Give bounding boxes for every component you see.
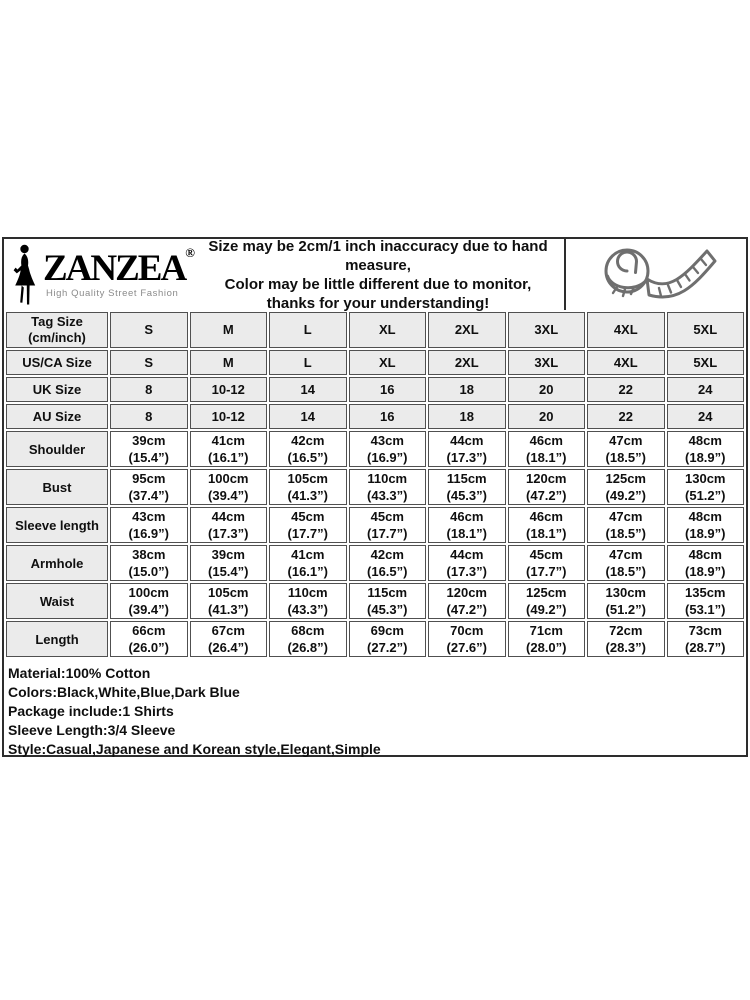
measure-cell: 47cm (18.5”) [587,545,665,581]
detail-line-sleeve: Sleeve Length:3/4 Sleeve [8,722,176,738]
measure-cell: 42cm (16.5”) [269,431,347,467]
measure-cell: 120cm (47.2”) [508,469,586,505]
row-label: Length [6,621,108,657]
size-cell: L [269,350,347,375]
row-label: US/CA Size [6,350,108,375]
size-cell: 22 [587,404,665,429]
measure-cell: 38cm (15.0”) [110,545,188,581]
measure-cell: 46cm (18.1”) [508,507,586,543]
measure-cell: 100cm (39.4”) [190,469,268,505]
size-cell: 8 [110,377,188,402]
measure-cell: 130cm (51.2”) [667,469,745,505]
size-cell: L [269,312,347,348]
size-disclaimer [192,239,564,310]
size-cell: 20 [508,404,586,429]
table-row [6,583,744,619]
measure-cell: 48cm (18.9”) [667,431,745,467]
size-cell: 10-12 [190,377,268,402]
size-cell: 5XL [667,350,745,375]
measure-cell: 130cm (51.2”) [587,583,665,619]
size-cell: 4XL [587,350,665,375]
measure-cell: 44cm (17.3”) [190,507,268,543]
brand-logo [4,239,195,310]
size-cell: 3XL [508,312,586,348]
table-row [6,431,744,467]
measuring-tape-icon [589,243,723,307]
size-cell: 14 [269,377,347,402]
measure-cell: 105cm (41.3”) [269,469,347,505]
size-cell: 16 [349,404,427,429]
measure-cell: 43cm (16.9”) [349,431,427,467]
size-cell: 22 [587,377,665,402]
size-cell: S [110,350,188,375]
row-label: AU Size [6,404,108,429]
table-row [6,312,744,348]
header [4,239,746,310]
measure-cell: 69cm (27.2”) [349,621,427,657]
size-cell: 14 [269,404,347,429]
measure-cell: 120cm (47.2”) [428,583,506,619]
measure-cell: 45cm (17.7”) [349,507,427,543]
size-table [4,310,746,659]
measure-cell: 70cm (27.6”) [428,621,506,657]
measure-cell: 73cm (28.7”) [667,621,745,657]
detail-line-colors: Colors:Black,White,Blue,Dark Blue [8,684,240,700]
size-cell: 24 [667,404,745,429]
size-cell: 3XL [508,350,586,375]
registered-mark: ® [185,245,195,261]
measure-cell: 45cm (17.7”) [508,545,586,581]
measure-cell: 42cm (16.5”) [349,545,427,581]
tape-icon-box [564,239,746,310]
measure-cell: 68cm (26.8”) [269,621,347,657]
measure-cell: 44cm (17.3”) [428,545,506,581]
product-details [4,659,746,759]
row-label: Sleeve length [6,507,108,543]
size-cell: S [110,312,188,348]
brand-tagline: High Quality Street Fashion [46,288,179,300]
size-cell: 2XL [428,350,506,375]
brand-name [43,245,195,290]
row-label: Armhole [6,545,108,581]
size-cell: XL [349,312,427,348]
table-row [6,404,744,429]
measure-cell: 115cm (45.3”) [428,469,506,505]
measure-cell: 135cm (53.1”) [667,583,745,619]
measure-cell: 47cm (18.5”) [587,431,665,467]
size-cell: 5XL [667,312,745,348]
size-cell: 16 [349,377,427,402]
measure-cell: 45cm (17.7”) [269,507,347,543]
table-row [6,377,744,402]
measure-cell: 44cm (17.3”) [428,431,506,467]
measure-cell: 41cm (16.1”) [190,431,268,467]
size-cell: M [190,350,268,375]
measure-cell: 43cm (16.9”) [110,507,188,543]
size-cell: 10-12 [190,404,268,429]
measure-cell: 47cm (18.5”) [587,507,665,543]
fashion-figure-icon [11,244,41,306]
measure-cell: 46cm (18.1”) [428,507,506,543]
measure-cell: 48cm (18.9”) [667,507,745,543]
table-row [6,507,744,543]
table-row [6,621,744,657]
size-cell: 8 [110,404,188,429]
detail-line-material: Material:100% Cotton [8,665,151,681]
size-cell: 4XL [587,312,665,348]
measure-cell: 71cm (28.0”) [508,621,586,657]
detail-line-style: Style:Casual,Japanese and Korean style,Elegant,Simple [8,741,381,757]
measure-cell: 72cm (28.3”) [587,621,665,657]
brand-wordmark: ZANZEA [43,248,186,290]
size-cell: M [190,312,268,348]
size-cell: 18 [428,377,506,402]
row-label: Shoulder [6,431,108,467]
measure-cell: 110cm (43.3”) [349,469,427,505]
row-label: Waist [6,583,108,619]
row-label: Bust [6,469,108,505]
measure-cell: 46cm (18.1”) [508,431,586,467]
disclaimer-line: Size may be 2cm/1 inch inaccuracy due to hand measure, [208,237,548,274]
size-cell: 20 [508,377,586,402]
size-cell: 24 [667,377,745,402]
table-row [6,350,744,375]
measure-cell: 39cm (15.4”) [110,431,188,467]
measure-cell: 48cm (18.9”) [667,545,745,581]
measure-cell: 39cm (15.4”) [190,545,268,581]
measure-cell: 105cm (41.3”) [190,583,268,619]
measure-cell: 125cm (49.2”) [587,469,665,505]
size-cell: XL [349,350,427,375]
row-label: UK Size [6,377,108,402]
size-cell: 2XL [428,312,506,348]
measure-cell: 125cm (49.2”) [508,583,586,619]
measure-cell: 95cm (37.4”) [110,469,188,505]
row-label: Tag Size (cm/inch) [6,312,108,348]
measure-cell: 67cm (26.4”) [190,621,268,657]
detail-line-package: Package include:1 Shirts [8,703,174,719]
size-chart-panel [2,237,748,757]
disclaimer-line: thanks for your understanding! [266,294,490,312]
measure-cell: 41cm (16.1”) [269,545,347,581]
measure-cell: 115cm (45.3”) [349,583,427,619]
table-row [6,469,744,505]
disclaimer-line: Color may be little different due to monitor, [224,275,532,293]
size-cell: 18 [428,404,506,429]
measure-cell: 100cm (39.4”) [110,583,188,619]
table-row [6,545,744,581]
measure-cell: 66cm (26.0”) [110,621,188,657]
measure-cell: 110cm (43.3”) [269,583,347,619]
